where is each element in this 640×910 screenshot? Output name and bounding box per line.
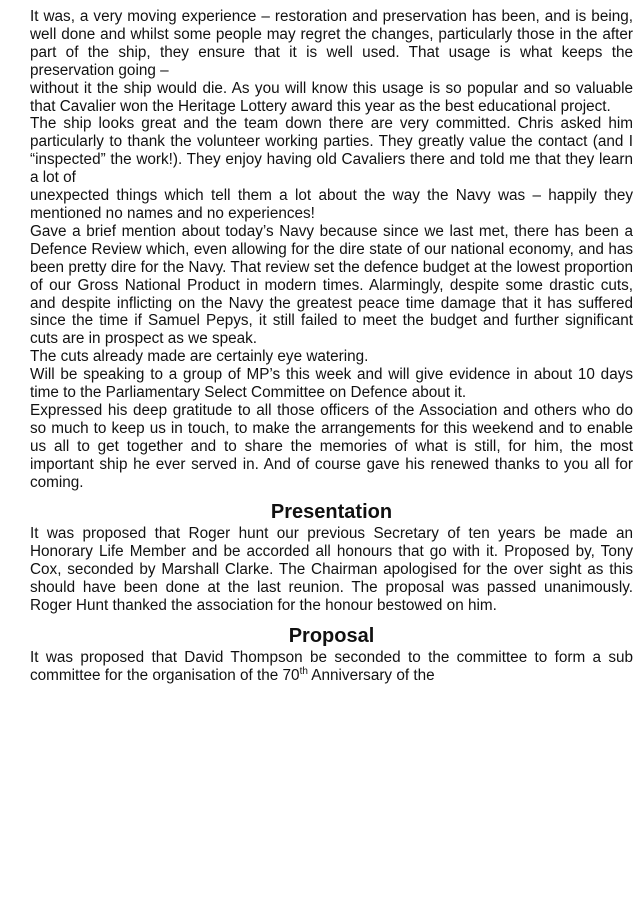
paragraph-cuts: The cuts already made are certainly eye watering.: [30, 348, 369, 366]
presentation-heading: Presentation: [270, 501, 393, 524]
paragraph-ship-team: The ship looks great and the team down there are very committed. Chris asked him particularly to thank the volunteer working parties. They greatly value the contact (and I “inspected” the work!). They enjoy having old Cavaliers there and told me that they learn a lot of unexpected things which tell them a lot about the way the Navy was – happily they mentioned no names and no experiences!: [30, 115, 633, 222]
proposal-text-after: Anniversary of the: [307, 666, 435, 684]
paragraph-todays-navy: Gave a brief mention about today’s Navy because since we last met, there has been a Defence Review which, even allowing for the dire state of our national economy, and has been pretty dire for the Navy. That review set the defence budget at the lowest proportion of our Gross National Product in modern times. Alarmingly, despite some drastic cuts, and despite inflicting on the Navy the greatest peace time damage that it has suffered since the time if Samuel Pepys, it still failed to meet the budget and further significant cuts are in prospect as we speak.: [30, 222, 633, 348]
paragraph-mps: Will be speaking to a group of MP’s this week and will give evidence in about 10 days time to the Parliamentary Select Committee on Defence about it.: [30, 366, 633, 402]
proposal-text-before: It was proposed that David Thompson be seconded to the committee to form a sub committee for the organisation of the 70: [30, 649, 633, 684]
proposal-paragraph: [30, 649, 633, 685]
paragraph-visit-report: It was, a very moving experience – restoration and preservation has been, and is being, well done and whilst some people may regret the changes, particularly those in the after part of the ship, they ensure that it is well used. That usage is what keeps the preservation going – without it the ship would die. As you will know this usage is so popular and so valuable that Cavalier won the Heritage Lottery award this year as the best educational project.: [30, 8, 633, 115]
presentation-paragraph: It was proposed that Roger hunt our previous Secretary of ten years be made an Honorary Life Member and be accorded all honours that go with it. Proposed by, Tony Cox, seconded by Marshall Clarke. The Chairman apologised for the over sight as this should have been done at the last reunion. The proposal was passed unanimously. Roger Hunt thanked the association for the honour bestowed on him.: [30, 525, 633, 615]
proposal-heading: Proposal: [288, 625, 375, 647]
proposal-superscript: th: [299, 665, 308, 677]
paragraph-gratitude: Expressed his deep gratitude to all those officers of the Association and others who do so much to keep us in touch, to make the arrangements for this weekend and to enable us all to get together and to share the memories of what is still, for him, the most important ship he ever served in. And of course gave his renewed thanks to you all for coming.: [30, 401, 633, 491]
